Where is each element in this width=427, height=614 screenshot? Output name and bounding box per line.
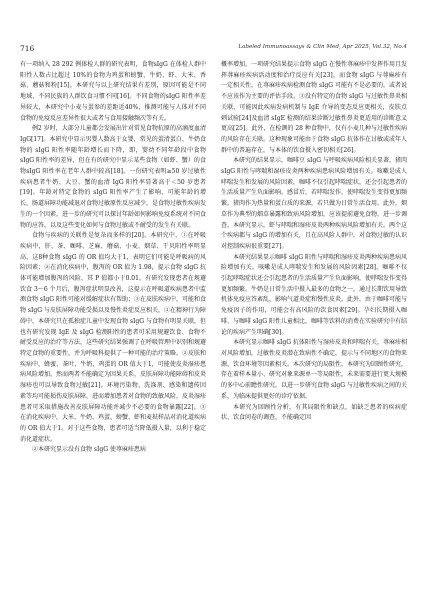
page-number: 716 <box>20 44 35 53</box>
journal-running-title: Labeled Immunoassays & Clin Med, Apr 2025, Vol.32, No.4 <box>238 44 407 50</box>
paragraph: 有一项纳入 28 292 例体检人群的研究表明，食物sIgG 在体检人群中阳性人数占比超过 10%的食物为鸡蛋和螃蟹、牛奶、虾、大米、香菇、蘑菇和粉[15]。本研究与以上研究结果有差别，原因可能是不同地域、不同民族的人群饮食习惯不同[16]。不同食物的sIgG 阳性率差异较大，本研究中小麦与蛋参的差距近40%，推测可能与人体对不同食物的免疫反应差异性很大或者与食用接触频次等有关。 <box>20 61 206 122</box>
paragraph: 食物与疾病的关联性是复杂而多样的[20]。本研究中，①在呼吸疾病中，肝、茶、咖啡、芝麻、蘑菇、小麦、烟草、干贝阳性率明显高，这8种食物 sIgG 的 OR 值均大于1，表明它们可能是呼吸病的风险因素；②在消化疾病中，腹泻的 OR 值为 1.98，提示食物 sIgG 抗体可能增加腹泻的风险，其 P 值都小于0.01。有研究发现患者在规避饮食 3～6 个月后，腹泻症状明显改善，这提示在呼吸道疾病患者中监测食物 sIgG 阳性可能对缓解症状有帮助；③在皮肤疾病中，可能和食物 sIgG 与皮肤屏障功能受损以及慢性炎症反应相关，④在精神行为障碍中，本研究只在孤独症儿童中发现食物 sIgG 与食物有明显关联，但也有研究发现 IgE 及 sIgG 检测阳性的患者可采用规避饮食、食物不耐受反应的治疗等方法，这些研究结果强调了在呼吸管理中识别和规避特定食物的重要性，并为呼吸科提供了一种可能的治疗策略。②皮肤和疾病中，蜂蜜、茶叶、牛奶、鸡蛋的 OR 值大于1，可能使皮炎湿疹患病风险增加。然而两者不能确定为因果关系，皮肤屏障功能障碍和皮炎湿疹也可以导致食物过敏[21]。环境污染物、洗涤剂、感染和遗传因素等均可能损伤皮肤屏障，进而增加患者对食物的致敏风险，皮炎湿疹患者可采取措施改善皮肤屏障功能并减少不必要的食物暴露[22]。③在消化疾病中，大米、牛奶、鸡蛋、螃蟹、虾和麦麸样品对消化道疾病的 OR 值大于1。对于这些食物，患者可适当降低摄入量，以利于稳定消化道症状。 <box>20 232 207 443</box>
paragraph: 概率增加。一项研究结果提示食物 sIgG 在慢性荨麻疹中发挥作用且发挥荨麻疹疾病活动度和治疗反应有关[23]，而食物 sIgG 与荨麻疹有一定相关性，在荨麻疹疾病检测食物 sIgG 可能有不是必要的，或者说不应该作为主要的评估手段。③没有特定的食物 sIgG 与过敏性鼻炎相关联，可能因此疾病发病机制与 IgE 介导的变态反应更相关，皮肤点刺试验[24]及血清 sIgE 检测的结果诊断过敏性鼻炎更适用的诊断意义更高[25]。此外，在检测的 28 种食物中，仅有小麦几种与过敏性疾病的风险存在关联。这种现象可能由于食物 sIgG 抗体作在讨敏或成年人群中的普遍存在，与本体的饮食摄入密切相关[26]。 <box>221 61 407 154</box>
paragraph: 例2 岁时，大部分儿童都会发展出针对常见食物抗原的高滴度血清 IgG[17]。本研究中显示男婴人数高于女婴，常见的蛋清蛋白、牛奶食物的 sIgG 阳性率随年龄增长而下降，即，婴幼不同年龄段中食物 sIgG 阳性率的差异，但在有的研究中显示某些食物（如虾、蟹）的食物sIgG 阳性率在老年人群中较高[18]。一份研究表明≥50 岁过敏性疾病患者牛奶、大豆、蟹的血清 IgG 阳性率显著高于＜50 岁患者[19]。年龄对特定食物的 sIgG 阳性率产生了影响，可能年龄的增长，肠道屏障功能减退对食物过敏原性反应减少，是食物过敏性疾病发生的一个因素，进一步的研究可以探讨年龄如何影响免疫系统对不同食物的应答，以及这些变化如何与食物过敏或不耐受的发生有关联。 <box>20 125 207 229</box>
paragraph: 本研究显示咖啡 sIgG 抗体阳性与湿疹皮炎和哮喘有关，荨麻疹相对风险增加，过敏性皮炎潜在致病性不确定，提示与不同地区的食物来源、饮食环境等因素相关。本次研究的局限性，本研究为回顾性研究，存在着样本量小、研究对象来源单一等局限性，未来需要进行更大规模的多中心前瞻性研究，以进一步研究食物 sIgG 与过敏性疾病之间的关系，为临床提供更好的诊疗依据。 <box>221 339 408 400</box>
right-column <box>221 60 407 424</box>
paragraph: 本研究结果显示咖啡 sIgG 阳性与哮喘和湿疹皮炎两种疾病患病风险增加有关。咳嗽是成人哮喘发生和发展的风险因素[28]，咖啡不仅引起哮喘症状还会引起患者的生活质量产生负面影响，使哮喘发作变得更加频繁。牛奶是日常生活中摄入最多的食物之一，通过长期饮用导致机体免疫应答紊乱，影响气道炎症和慢性皮炎。此外，由于咖啡可能与免疫因子的作用，可能会有高风险的饮食因素[29]。孕妇长期摄入咖啡、与咖啡 sIgG 阳性儿童相比，咖啡等饮料的消费在实验研究中有结论的疾病产生明确[30]。 <box>221 253 408 336</box>
paragraph: 本研究为回顾性分析，有其局限性和缺点，如缺乏患者的疾病症状、饮食问卷的调查，不能确定因 <box>221 403 407 422</box>
paragraph: 本研究的结果显示，咖啡豆 sIgG 与呼吸疾病风险相关显著，猪肉 sIgG 阳性与哮喘和湿疹皮炎两种疾病患病风险增加有关。咳嗽是成人哮喘发生和发展的风险因素，咖啡不仅引起哮喘症状，还会引起患者的生活质量产生负面影响。感冒后，若哮喘发作，使哮喘发生变得更加频繁。猪肉作为热量和蛋白质的来源，若只做为日常生活食用。此外，烟草作为典型的烟草暴露和致病风险增加，应该提前避免食物，进一步调查。本研究显示，虾与哮喘和湿疹皮炎两种疾病风险增加有关。两个这个疾病都与 sIgG 的增加有关，且在高风险人群中，对食物过敏的认识对控制疾病很重要[27]。 <box>221 157 408 250</box>
paragraph: ②本研究显示没有食物 sIgG 使荨麻疹患病 <box>32 446 146 454</box>
left-column <box>20 60 206 456</box>
page-header <box>20 44 407 54</box>
